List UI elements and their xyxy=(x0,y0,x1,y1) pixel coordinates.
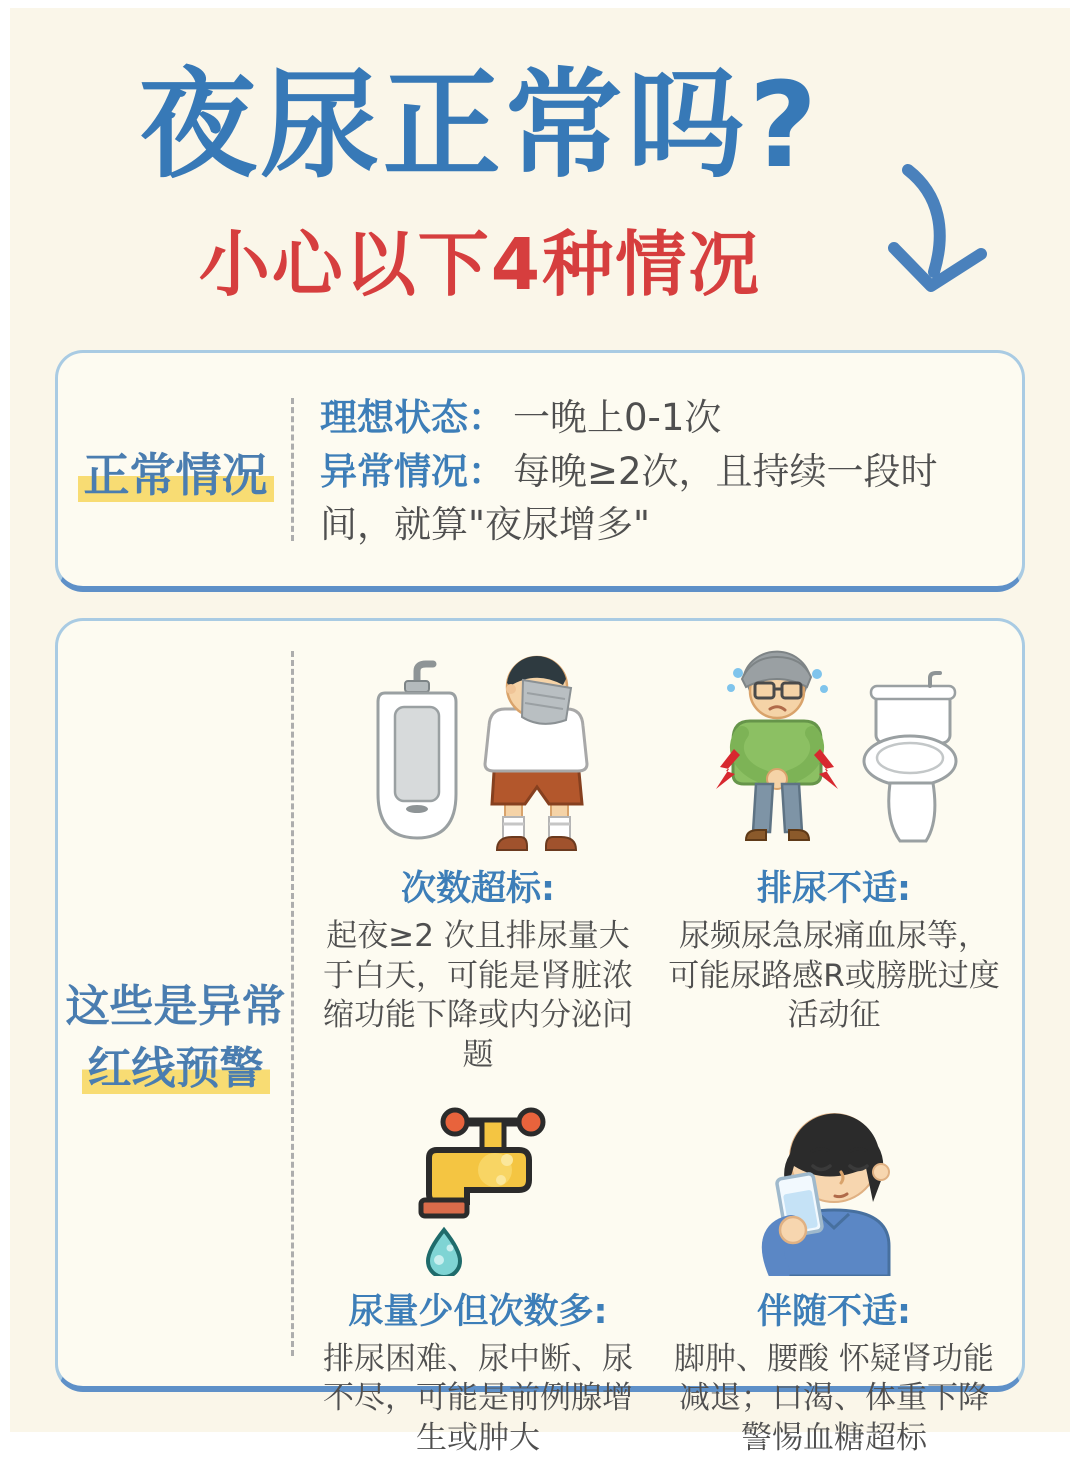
ideal-state-row xyxy=(320,391,996,445)
page-title: 夜尿正常吗? xyxy=(138,56,822,194)
abnormal-state-term: 异常情况： xyxy=(320,449,505,493)
abnormal-state-row xyxy=(320,445,996,552)
warning-item-small-volume xyxy=(300,1076,656,1459)
boy-at-urinal-icon xyxy=(353,653,603,853)
boy-at-urinal-illustration xyxy=(353,645,603,853)
warning-discomfort-body: 尿频尿急尿痛血尿等，可能尿路感R或膀胱过度活动征 xyxy=(668,918,1000,1034)
warning-accompanying-body: 脚肿、腰酸 怀疑肾功能减退；口渴、体重下降警惕血糖超标 xyxy=(674,1340,994,1457)
warning-discomfort-heading: 排尿不适: xyxy=(757,869,911,909)
normal-situation-content xyxy=(320,391,996,552)
warning-item-discomfort xyxy=(656,631,1012,1076)
ideal-state-term: 理想状态： xyxy=(320,396,505,439)
abnormal-state-desc: 每晚≥2次，且持续一段时间，就算"夜尿增多" xyxy=(320,449,938,547)
faucet-drop-illustration xyxy=(403,1090,553,1276)
man-drinking-water-illustration xyxy=(729,1090,939,1276)
curved-down-arrow-icon xyxy=(878,160,1003,300)
warning-item-accompanying xyxy=(656,1076,1012,1459)
faucet-drop-icon xyxy=(403,1090,553,1276)
ideal-state-desc: 一晚上0-1次 xyxy=(513,396,722,439)
warning-frequency-body: 起夜≥2 次且排尿量大于白天，可能是肾脏浓缩功能下降或内分泌问题 xyxy=(323,918,633,1074)
normal-situation-label-text: 正常情况 xyxy=(78,448,274,502)
abnormal-warning-label xyxy=(58,976,293,1099)
warning-item-frequency xyxy=(300,631,656,1076)
card2-dashed-divider xyxy=(291,651,294,1356)
abnormal-warning-label-line1: 这些是异常 xyxy=(65,981,286,1032)
warning-small-volume-body: 排尿困难、尿中断、尿不尽，可能是前例腺增生或肿大 xyxy=(323,1340,633,1457)
warning-frequency-heading: 次数超标: xyxy=(401,869,555,909)
man-drinking-water-icon xyxy=(729,1090,939,1276)
abnormal-warning-card xyxy=(55,618,1025,1457)
card1-dashed-divider xyxy=(291,398,294,541)
abnormal-warning-label-line2: 红线预警 xyxy=(82,1043,270,1094)
warning-small-volume-heading: 尿量少但次数多: xyxy=(348,1291,608,1332)
crying-man-toilet-icon xyxy=(704,643,964,853)
normal-situation-label xyxy=(58,443,293,507)
warning-accompanying-heading: 伴随不适: xyxy=(757,1291,911,1332)
crying-man-toilet-illustration xyxy=(704,645,964,853)
normal-situation-card xyxy=(55,350,1025,592)
warning-grid xyxy=(300,631,1012,1457)
page-subtitle: 小心以下4种情况 xyxy=(198,223,762,306)
